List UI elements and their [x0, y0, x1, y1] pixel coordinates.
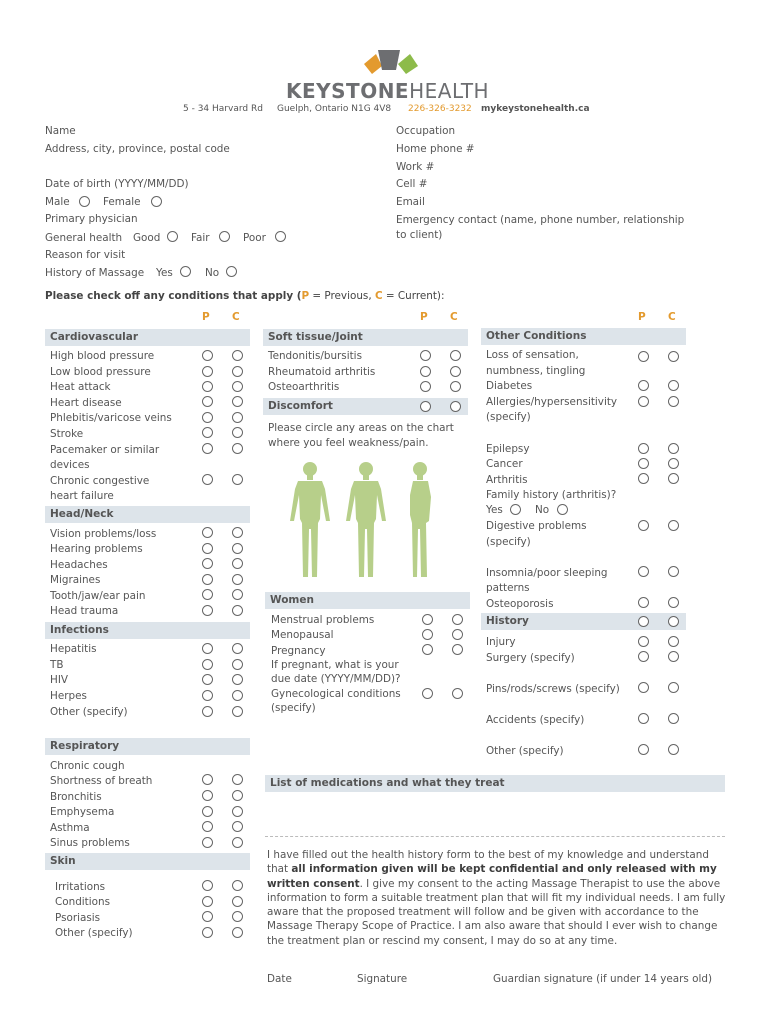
c-checkbox[interactable]	[668, 616, 679, 627]
p-checkbox[interactable]	[202, 474, 213, 485]
signature-label: Signature	[357, 973, 408, 985]
p-checkbox[interactable]	[202, 911, 213, 922]
c-checkbox[interactable]	[668, 713, 679, 724]
intro-p-text: = Previous,	[309, 290, 375, 302]
logo	[360, 44, 420, 78]
p-checkbox[interactable]	[202, 837, 213, 848]
condition-label: (specify)	[486, 411, 531, 423]
c-checkbox[interactable]	[232, 774, 243, 785]
p-checkbox[interactable]	[202, 690, 213, 701]
male-label: Male	[45, 196, 70, 208]
condition-label: Other (specify)	[55, 927, 133, 939]
condition-label: Other (specify)	[50, 706, 128, 718]
discomfort-instruction: Please circle any areas on the chart where you feel weakness/pain.	[268, 422, 454, 449]
p-checkbox[interactable]	[420, 381, 431, 392]
condition-label: (specify)	[271, 702, 316, 714]
col3-p-header: P	[638, 311, 646, 323]
col3-c-header: C	[668, 311, 676, 323]
good-label: Good	[133, 232, 161, 244]
p-checkbox[interactable]	[202, 927, 213, 938]
family-yes-label: Yes	[486, 504, 503, 516]
c-checkbox[interactable]	[450, 381, 461, 392]
condition-label: Accidents (specify)	[486, 714, 585, 726]
p-checkbox[interactable]	[202, 605, 213, 616]
name-label: Name	[45, 125, 76, 137]
family-yes-radio[interactable]	[510, 504, 521, 515]
p-checkbox[interactable]	[422, 688, 433, 699]
p-checkbox[interactable]	[638, 396, 649, 407]
condition-label: Family history (arthritis)?	[486, 489, 617, 501]
condition-label: Diabetes	[486, 380, 533, 392]
c-checkbox[interactable]	[668, 458, 679, 469]
condition-label: Menstrual problems	[271, 614, 375, 626]
p-checkbox[interactable]	[202, 806, 213, 817]
p-checkbox[interactable]	[420, 401, 431, 412]
address-label: Address, city, province, postal code	[45, 143, 230, 155]
p-checkbox[interactable]	[202, 774, 213, 785]
women-header: Women	[265, 592, 470, 609]
poor-radio[interactable]	[275, 231, 286, 242]
condition-label: Pacemaker or similar	[50, 444, 160, 456]
condition-label: Phlebitis/varicose veins	[50, 412, 172, 424]
c-checkbox[interactable]	[232, 821, 243, 832]
brand-city: Guelph, Ontario N1G 4V8	[277, 104, 392, 114]
p-checkbox[interactable]	[202, 543, 213, 554]
condition-label: Herpes	[50, 690, 87, 702]
p-checkbox[interactable]	[422, 644, 433, 655]
c-checkbox[interactable]	[232, 589, 243, 600]
condition-label: Hearing problems	[50, 543, 143, 555]
condition-label: Epilepsy	[486, 443, 530, 455]
c-checkbox[interactable]	[232, 880, 243, 891]
brand-name-bold: KEYSTONE	[286, 79, 410, 103]
condition-label: Bronchitis	[50, 791, 102, 803]
condition-label: Chronic congestive	[50, 475, 150, 487]
c-checkbox[interactable]	[450, 366, 461, 377]
condition-label: Heat attack	[50, 381, 111, 393]
intro-c-text: = Current):	[382, 290, 445, 302]
consent-bold: all information given will be kept confidential and only released with my written consent	[267, 863, 717, 890]
c-checkbox[interactable]	[668, 380, 679, 391]
p-checkbox[interactable]	[202, 366, 213, 377]
p-checkbox[interactable]	[638, 473, 649, 484]
c-checkbox[interactable]	[452, 614, 463, 625]
condition-label: Cancer	[486, 458, 523, 470]
condition-label: If pregnant, what is your	[271, 659, 399, 671]
condition-label: Other (specify)	[486, 745, 564, 757]
intro-prefix: Please check off any conditions that apply (	[45, 290, 302, 302]
c-checkbox[interactable]	[668, 566, 679, 577]
col1-p-header: P	[202, 311, 210, 323]
medications-header: List of medications and what they treat	[265, 775, 725, 792]
p-checkbox[interactable]	[638, 682, 649, 693]
c-checkbox[interactable]	[232, 474, 243, 485]
condition-label: Migraines	[50, 574, 101, 586]
consent-part1: I have filled out the health history form to the best of my knowledge and understand that	[267, 849, 709, 876]
c-checkbox[interactable]	[668, 636, 679, 647]
fair-radio[interactable]	[219, 231, 230, 242]
p-checkbox[interactable]	[422, 629, 433, 640]
family-no-radio[interactable]	[557, 504, 568, 515]
c-checkbox[interactable]	[232, 806, 243, 817]
condition-label: patterns	[486, 582, 530, 594]
c-checkbox[interactable]	[452, 688, 463, 699]
c-checkbox[interactable]	[232, 643, 243, 654]
condition-label: Insomnia/poor sleeping	[486, 567, 608, 579]
condition-label: Loss of sensation,	[486, 349, 579, 361]
infections-header: Infections	[45, 622, 250, 639]
condition-label: Gynecological conditions	[271, 688, 401, 700]
p-checkbox[interactable]	[202, 589, 213, 600]
p-checkbox[interactable]	[202, 350, 213, 361]
logo-mark	[360, 44, 420, 78]
col2-c-header: C	[450, 311, 458, 323]
soft-tissue-header: Soft tissue/Joint	[263, 329, 468, 346]
condition-label: Heart disease	[50, 397, 122, 409]
condition-label: Asthma	[50, 822, 90, 834]
p-checkbox[interactable]	[420, 366, 431, 377]
occupation-label: Occupation	[396, 125, 456, 137]
p-checkbox[interactable]	[638, 597, 649, 608]
p-checkbox[interactable]	[638, 520, 649, 531]
p-checkbox[interactable]	[202, 527, 213, 538]
p-checkbox[interactable]	[638, 744, 649, 755]
p-checkbox[interactable]	[202, 880, 213, 891]
p-checkbox[interactable]	[638, 458, 649, 469]
condition-label: TB	[50, 659, 64, 671]
p-checkbox[interactable]	[202, 558, 213, 569]
p-checkbox[interactable]	[202, 674, 213, 685]
p-checkbox[interactable]	[202, 443, 213, 454]
condition-label: heart failure	[50, 490, 114, 502]
brand-address: 5 - 34 Harvard Rd	[183, 104, 263, 114]
c-checkbox[interactable]	[668, 597, 679, 608]
email-label: Email	[396, 196, 425, 208]
c-checkbox[interactable]	[232, 412, 243, 423]
p-checkbox[interactable]	[638, 651, 649, 662]
condition-label: Rheumatoid arthritis	[268, 366, 376, 378]
condition-label: Osteoarthritis	[268, 381, 340, 393]
p-checkbox[interactable]	[638, 443, 649, 454]
work-label: Work #	[396, 161, 435, 173]
body-back-figure[interactable]	[346, 462, 386, 577]
good-radio[interactable]	[167, 231, 178, 242]
p-checkbox[interactable]	[202, 643, 213, 654]
headneck-header: Head/Neck	[45, 506, 250, 523]
home-phone-label: Home phone #	[396, 143, 475, 155]
c-checkbox[interactable]	[668, 443, 679, 454]
condition-label: Digestive problems	[486, 520, 587, 532]
c-checkbox[interactable]	[232, 396, 243, 407]
dob-label: Date of birth (YYYY/MM/DD)	[45, 178, 189, 190]
p-checkbox[interactable]	[420, 350, 431, 361]
brand-name-light: HEALTH	[409, 79, 490, 103]
c-checkbox[interactable]	[668, 744, 679, 755]
c-checkbox[interactable]	[668, 396, 679, 407]
p-checkbox[interactable]	[638, 566, 649, 577]
c-checkbox[interactable]	[232, 574, 243, 585]
c-checkbox[interactable]	[232, 543, 243, 554]
p-checkbox[interactable]	[202, 396, 213, 407]
condition-label: Vision problems/loss	[50, 528, 157, 540]
brand-name	[286, 80, 489, 102]
intro-p: P	[301, 290, 310, 302]
male-radio[interactable]	[79, 196, 90, 207]
c-checkbox[interactable]	[452, 629, 463, 640]
massage-history-label: History of Massage	[45, 267, 145, 279]
c-checkbox[interactable]	[232, 605, 243, 616]
other-conditions-header: Other Conditions	[481, 328, 686, 345]
female-radio[interactable]	[151, 196, 162, 207]
col2-p-header: P	[420, 311, 428, 323]
col1-c-header: C	[232, 311, 240, 323]
p-checkbox[interactable]	[202, 574, 213, 585]
respiratory-header: Respiratory	[45, 738, 250, 755]
c-checkbox[interactable]	[232, 690, 243, 701]
c-checkbox[interactable]	[232, 659, 243, 670]
condition-label: numbness, tingling	[486, 365, 586, 377]
p-checkbox[interactable]	[202, 412, 213, 423]
condition-label: Head trauma	[50, 605, 119, 617]
condition-label: Headaches	[50, 559, 108, 571]
p-checkbox[interactable]	[638, 713, 649, 724]
p-checkbox[interactable]	[202, 790, 213, 801]
condition-label: Sinus problems	[50, 837, 130, 849]
guardian-signature-label: Guardian signature (if under 14 years old)	[493, 973, 713, 985]
condition-label: Shortness of breath	[50, 775, 153, 787]
massage-no-radio[interactable]	[226, 266, 237, 277]
condition-label: Allergies/hypersensitivity	[486, 396, 618, 408]
c-checkbox[interactable]	[232, 896, 243, 907]
c-checkbox[interactable]	[232, 350, 243, 361]
condition-label: Pins/rods/screws (specify)	[486, 683, 620, 695]
condition-label: Arthritis	[486, 474, 528, 486]
p-checkbox[interactable]	[202, 821, 213, 832]
p-checkbox[interactable]	[638, 351, 649, 362]
p-checkbox[interactable]	[202, 381, 213, 392]
condition-label: Chronic cough	[50, 760, 125, 772]
p-checkbox[interactable]	[202, 659, 213, 670]
c-checkbox[interactable]	[232, 837, 243, 848]
condition-label: Emphysema	[50, 806, 115, 818]
general-health-label: General health	[45, 232, 123, 244]
c-checkbox[interactable]	[668, 682, 679, 693]
body-side-figure[interactable]	[410, 462, 431, 577]
p-checkbox[interactable]	[202, 706, 213, 717]
condition-label: Conditions	[55, 896, 110, 908]
c-checkbox[interactable]	[232, 558, 243, 569]
family-no-label: No	[535, 504, 550, 516]
body-chart[interactable]	[283, 459, 443, 581]
p-checkbox[interactable]	[638, 616, 649, 627]
skin-header: Skin	[45, 853, 250, 870]
condition-label: Hepatitis	[50, 643, 97, 655]
condition-label: (specify)	[486, 536, 531, 548]
condition-label: Osteoporosis	[486, 598, 554, 610]
condition-label: Psoriasis	[55, 912, 101, 924]
c-checkbox[interactable]	[232, 427, 243, 438]
massage-yes-label: Yes	[156, 267, 173, 279]
emergency-label: Emergency contact (name, phone number, relationship to client)	[396, 214, 685, 241]
massage-no-label: No	[205, 267, 220, 279]
body-front-figure[interactable]	[290, 462, 330, 577]
condition-label: Surgery (specify)	[486, 652, 575, 664]
p-checkbox[interactable]	[422, 614, 433, 625]
c-checkbox[interactable]	[232, 790, 243, 801]
c-checkbox[interactable]	[232, 674, 243, 685]
c-checkbox[interactable]	[232, 706, 243, 717]
reason-label: Reason for visit	[45, 249, 126, 261]
c-checkbox[interactable]	[450, 350, 461, 361]
cardio-header: Cardiovascular	[45, 329, 250, 346]
condition-label: Pregnancy	[271, 645, 326, 657]
poor-label: Poor	[243, 232, 266, 244]
p-checkbox[interactable]	[202, 896, 213, 907]
c-checkbox[interactable]	[668, 351, 679, 362]
condition-label: HIV	[50, 674, 68, 686]
cell-label: Cell #	[396, 178, 428, 190]
c-checkbox[interactable]	[232, 927, 243, 938]
physician-label: Primary physician	[45, 213, 138, 225]
condition-label: devices	[50, 459, 90, 471]
consent-text	[267, 848, 727, 948]
medications-line[interactable]	[265, 836, 725, 837]
p-checkbox[interactable]	[202, 427, 213, 438]
conditions-intro	[45, 290, 444, 303]
c-checkbox[interactable]	[452, 644, 463, 655]
consent-part2: . I give my consent to the acting Massage Therapist to use the above information to form a suitable treatment plan that will fit my individual needs. I am fully aware that the proposed treatment will follow and be given with accordance to the Massage Therapy Scope of Practice. I am also aware that should I ever wish to change the treatment plan or rescind my consent, I may do so at any time.	[267, 877, 726, 947]
c-checkbox[interactable]	[232, 443, 243, 454]
condition-label: Tendonitis/bursitis	[268, 350, 362, 362]
c-checkbox[interactable]	[232, 911, 243, 922]
condition-label: Menopausal	[271, 629, 334, 641]
p-checkbox[interactable]	[638, 636, 649, 647]
condition-label: due date (YYYY/MM/DD)?	[271, 673, 401, 685]
discomfort-header: Discomfort	[263, 398, 468, 415]
brand-phone: 226-326-3232	[408, 104, 472, 114]
c-checkbox[interactable]	[668, 520, 679, 531]
condition-label: Low blood pressure	[50, 366, 151, 378]
female-label: Female	[103, 196, 141, 208]
brand-website[interactable]: mykeystonehealth.ca	[481, 104, 590, 114]
massage-yes-radio[interactable]	[180, 266, 191, 277]
condition-label: Irritations	[55, 881, 106, 893]
fair-label: Fair	[191, 232, 210, 244]
c-checkbox[interactable]	[450, 401, 461, 412]
condition-label: Tooth/jaw/ear pain	[50, 590, 146, 602]
c-checkbox[interactable]	[232, 366, 243, 377]
c-checkbox[interactable]	[668, 473, 679, 484]
c-checkbox[interactable]	[232, 527, 243, 538]
date-label: Date	[267, 973, 292, 985]
intro-c: C	[374, 290, 383, 302]
condition-label: Stroke	[50, 428, 84, 440]
c-checkbox[interactable]	[232, 381, 243, 392]
history-header: History	[481, 613, 686, 630]
condition-label: High blood pressure	[50, 350, 155, 362]
p-checkbox[interactable]	[638, 380, 649, 391]
condition-label: Injury	[486, 636, 516, 648]
c-checkbox[interactable]	[668, 651, 679, 662]
